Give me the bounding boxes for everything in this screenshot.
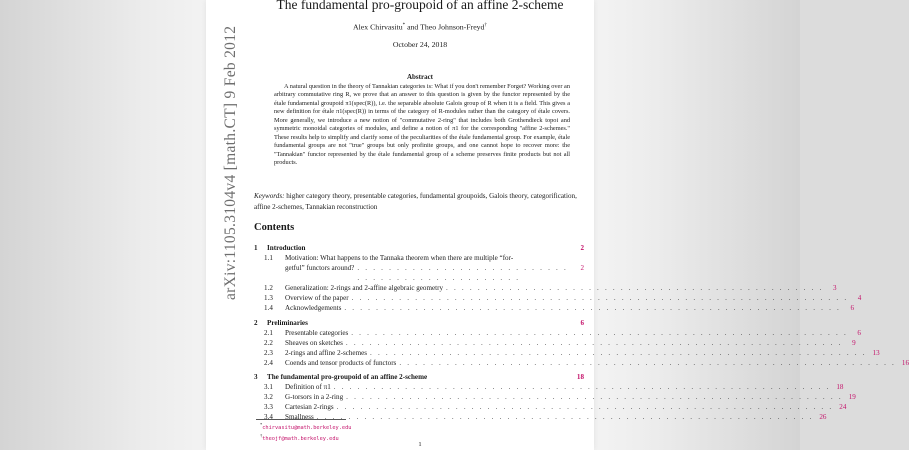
toc-title: Smallness [285,413,314,421]
toc-title: G-torsors in a 2-ring [285,393,344,401]
paper-date: October 24, 2018 [392,40,448,49]
toc-title: Overview of the paper [285,294,349,302]
footnote [260,421,352,432]
toc-number: 1.2 [264,284,273,292]
toc-dot-leader: . . . . . . . . . . . . . . . . . . . . . . . . . . . . . . . . . . . . . . . . . . . . . . . . [446,284,824,292]
toc-page-link[interactable]: 13 [872,348,880,357]
toc-title-wrapped [285,253,584,283]
toc-page-link[interactable]: 26 [819,413,827,421]
toc-dot-leader: . . . . . . . . . . . . . . . . . . . . . . . . . . . . . . . . . . . . . . . . . . . . . . . . . . . . . . . . . . . . . . . [351,328,848,337]
viewer-background-left [0,0,206,450]
toc-subsection[interactable] [254,338,856,348]
keywords-label: Keywords: [254,192,285,200]
toc-subsection[interactable] [254,328,861,338]
toc-page-link[interactable]: 18 [836,383,844,391]
paper-title: The fundamental pro-groupoid of an affine 2-scheme [276,0,564,12]
author-name: Theo Johnson-Freyd [420,22,485,32]
toc-page-link[interactable]: 9 [852,338,856,347]
toc-title: Definition of π1 [285,383,331,391]
toc-dot-leader: . . . . . . . . . . . . . . . . . . . . . . . . . . . . . . . . . . . . . . . . . . . . . . . . [357,264,568,282]
footnote-mark: * [402,22,406,28]
toc-number: 2.1 [264,328,273,337]
author-connector: and [405,22,421,32]
toc-title-line2: getful” functors around? [285,264,355,272]
toc-number: 3.2 [264,393,273,401]
toc-page-link[interactable]: 4 [857,294,862,302]
toc-page-link[interactable]: 3 [832,284,837,292]
toc-title-line1: Motivation: What happens to the Tannaka theorem when there are multiple “for- [285,254,514,262]
toc-title: Generalization: 2-rings and 2-affine algebraic geometry [285,284,444,292]
table-of-contents [254,243,909,422]
toc-subsection[interactable] [254,303,855,313]
toc-dot-leader: . . . . . . . . . . . . . . . . . . . . . . . . . . . . . . . . . . . . . . . . . . . . . . . . . . . . . . . . . . . . . . . [336,403,834,411]
toc-number: 1.3 [264,294,273,302]
toc-number: 1.4 [264,304,273,312]
abstract-text: A natural question in the theory of Tannakian categories is: What if you don't remember Forget? Working over an arbitrary commutative ring R, we prove that an answer to this question is given by the functor represented by the étale fundamental groupoid π1(spec(R)), i.e. the separable absolute Galois group of R when it is a field. This gives a new definition for étale π1(spec(R)) in terms of the category of R-modules rather than the category of étale covers. More generally, we introduce a new notion of "commutative 2-ring" that includes both Grothendieck topoi and symmetric monoidal categories of modules, and define a notion of π1 for the corresponding "affine 2-schemes." These results help to simplify and clarify some of the peculiarities of the étale fundamental group. For example, étale fundamental groups are not "true" groups but only profinite groups, and one cannot hope to recover more: the "Tannakian" functor represented by the étale fundamental group of a scheme preserves finite products but not all products. [274,83,570,167]
toc-number: 2.2 [264,338,273,347]
toc-dot-leader: . . . . . . . . . . . . . . . . . . . . . . . . . . . . . . . . . . . . . . . . . . . . . . . . . . . . . . . . . . . . . . . [316,413,814,421]
toc-page-link[interactable]: 2 [580,264,584,272]
toc-page-link[interactable]: 18 [576,373,584,381]
toc-page-link[interactable]: 6 [850,304,855,312]
toc-page-link[interactable]: 2 [580,244,584,252]
toc-number: 1.1 [264,254,273,262]
toc-number: 2 [254,318,258,327]
toc-subsection[interactable] [254,253,584,283]
email-link[interactable]: chirvasitu@math.berkeley.edu [262,424,352,431]
contents-heading: Contents [254,222,295,233]
author-line [250,22,590,32]
toc-section[interactable] [254,318,584,328]
toc-subsection[interactable] [254,358,909,368]
toc-subsection[interactable] [254,402,847,412]
abstract-heading: Abstract [406,73,434,81]
toc-title: Preliminaries [267,318,308,327]
toc-subsection[interactable] [254,283,837,293]
toc-section[interactable] [254,372,584,382]
toc-title: The fundamental pro-groupoid of an affine 2-scheme [267,373,428,381]
toc-section[interactable] [254,243,584,253]
footnote-mark: * [260,422,263,427]
toc-title-line2-row [285,263,584,283]
toc-title: Cartesian 2-rings [285,403,334,411]
email-link[interactable]: theojf@math.berkeley.edu [262,436,339,443]
toc-page-link[interactable]: 24 [839,403,847,411]
toc-title: Presentable categories [285,328,349,337]
keywords [254,191,584,213]
footnote-mark: † [260,433,263,439]
toc-title: Acknowledgements [285,304,342,312]
toc-number: 3.4 [264,413,273,421]
toc-title: Introduction [267,244,306,252]
toc-number: 2.4 [264,358,273,367]
toc-page-link[interactable]: 16 [901,358,909,367]
footnote-rule [256,419,346,420]
toc-title: 2-rings and affine 2-schemes [285,348,368,357]
toc-title: Coends and tensor products of functors [285,358,397,367]
toc-title: Sheaves on sketches [285,338,343,347]
toc-dot-leader: . . . . . . . . . . . . . . . . . . . . . . . . . . . . . . . . . . . . . . . . . . . . . . . . . . . . . . . . . . . . . . . [351,294,849,302]
toc-dot-leader: . . . . . . . . . . . . . . . . . . . . . . . . . . . . . . . . . . . . . . . . . . . . . . . . . . . . . . . . . . . . . . . [370,348,867,357]
toc-page-link[interactable]: 6 [580,318,584,327]
toc-page-link[interactable]: 19 [848,393,856,401]
toc-subsection[interactable] [254,348,880,358]
toc-subsection[interactable] [254,293,862,303]
toc-number: 1 [254,244,258,252]
page-number: 1 [418,441,422,448]
toc-dot-leader: . . . . . . . . . . . . . . . . . . . . . . . . . . . . . . . . . . . . . . . . . . . . . . . . . . . . . . . . . . . . . . . [346,393,843,401]
toc-dot-leader: . . . . . . . . . . . . . . . . . . . . . . . . . . . . . . . . . . . . . . . . . . . . . . . . . . . . . . . . . . . . . . . [399,358,896,367]
arxiv-margin-stamp: arXiv:1105.3104v4 [math.CT] 9 Feb 2012 [222,25,239,300]
toc-number: 3.1 [264,383,273,391]
toc-page-link[interactable]: 6 [857,328,861,337]
toc-number: 3.3 [264,403,273,411]
toc-dot-leader: . . . . . . . . . . . . . . . . . . . . . . . . . . . . . . . . . . . . . . . . . . . . . . . . . . . . . . . . . . . . . . . [345,338,843,347]
toc-number: 2.3 [264,348,273,357]
footnote-mark: † [484,22,487,28]
author-name: Alex Chirvasitu [353,22,403,32]
toc-dot-leader: . . . . . . . . . . . . . . . . . . . . . . . . . . . . . . . . . . . . . . . . . . . . . . . . . . . . . . . . . . . . . . . [344,304,842,312]
toc-subsection[interactable] [254,382,844,392]
toc-number: 3 [254,373,258,381]
toc-subsection[interactable] [254,392,856,402]
keywords-list: higher category theory, presentable categories, fundamental groupoids, Galois theory, categorification, affine 2-schemes, Tannakian reconstruction [254,192,577,211]
toc-dot-leader: . . . . . . . . . . . . . . . . . . . . . . . . . . . . . . . . . . . . . . . . . . . . . . . . . . . . . . . . . . . . . . . [333,383,831,391]
